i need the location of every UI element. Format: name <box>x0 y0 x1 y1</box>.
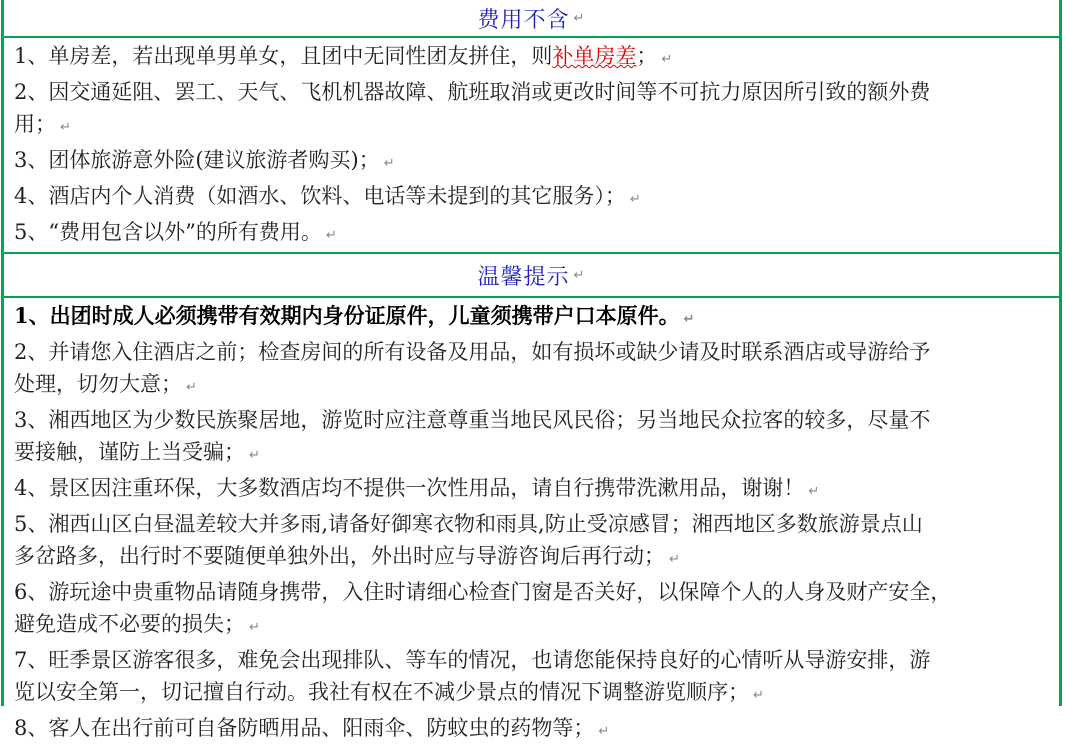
list-item: 避免造成不必要的损失； ↵ <box>14 612 260 636</box>
list-item: 2、并请您入住酒店之前；检查房间的所有设备及用品，如有损坏或缺少请及时联系酒店或导游给予 <box>14 340 931 364</box>
list-item: 多岔路多，出行时不要随便单独外出，外出时应与导游咨询后再行动； ↵ <box>14 544 680 568</box>
paragraph-mark: ↵ <box>661 52 673 67</box>
paragraph-mark: ↵ <box>60 120 71 135</box>
list-item: 览以安全第一，切记擅自行动。我社有权在不减少景点的情况下调整游览顺序； ↵ <box>14 680 764 704</box>
paragraph-mark: ↵ <box>808 484 820 499</box>
list-item: 7、旺季景区游客很多，难免会出现排队、等车的情况，也请您能保持良好的心情听从导游安排，游 <box>14 648 931 672</box>
list-item: 4、景区因注重环保，大多数酒店均不提供一次性用品，请自行携带洗漱用品，谢谢！ ↵ <box>14 476 820 500</box>
paragraph-mark: ↵ <box>629 192 641 207</box>
section-title: 费用不含 <box>477 7 570 33</box>
list-item: 5、“费用包含以外”的所有费用。 ↵ <box>14 220 337 244</box>
section-header-warm-tips <box>4 252 1059 298</box>
paragraph-mark: ↵ <box>573 267 586 283</box>
paragraph-mark: ↵ <box>598 724 610 739</box>
list-item: 要接触，谨防上当受骗； ↵ <box>14 440 260 464</box>
paragraph-mark: ↵ <box>573 10 586 26</box>
warm-tips-list <box>4 298 1059 748</box>
list-item: 4、酒店内个人消费（如酒水、饮料、电话等未提到的其它服务）； ↵ <box>14 184 641 208</box>
paragraph-mark: ↵ <box>249 448 260 463</box>
section-title: 温馨提示 <box>477 264 570 290</box>
paragraph-mark: ↵ <box>753 688 764 703</box>
section-header-fee-excluded <box>4 0 1059 38</box>
list-item: 处理，切勿大意； ↵ <box>14 372 197 396</box>
paragraph-mark: ↵ <box>683 312 695 327</box>
list-item: 5、湘西山区白昼温差较大并多雨,请备好御寒衣物和雨具,防止受凉感冒；湘西地区多数旅游景点山 <box>14 512 923 536</box>
list-item: 6、游玩途中贵重物品请随身携带，入住时请细心检查门窗是否关好，以保障个人的人身及财产安全， <box>14 580 952 604</box>
paragraph-mark: ↵ <box>249 620 260 635</box>
list-item: 1、单房差，若出现单男单女，且团中无同性团友拼住，则补单房差； ↵ <box>14 44 673 68</box>
list-item: 8、客人在出行前可自备防晒用品、阳雨伞、防蚊虫的药物等； ↵ <box>14 716 610 740</box>
list-item: 用； ↵ <box>14 112 71 136</box>
list-item: 2、因交通延阻、罢工、天气、飞机机器故障、航班取消或更改时间等不可抗力原因所引致的额外费 <box>14 80 931 104</box>
highlight-text: 补单房差 <box>552 44 637 68</box>
paragraph-mark: ↵ <box>186 380 197 395</box>
fee-excluded-list <box>4 38 1059 252</box>
paragraph-mark: ↵ <box>325 228 337 243</box>
document-page <box>1 0 1062 740</box>
list-item: 3、湘西地区为少数民族聚居地，游览时应注意尊重当地民风民俗；另当地民众拉客的较多，尽量不 <box>14 408 931 432</box>
list-item: 1、出团时成人必须携带有效期内身份证原件，儿童须携带户口本原件。 ↵ <box>14 303 695 328</box>
paragraph-mark: ↵ <box>383 156 395 171</box>
paragraph-mark: ↵ <box>669 552 680 567</box>
list-item: 3、团体旅游意外险(建议旅游者购买)； ↵ <box>14 148 395 172</box>
